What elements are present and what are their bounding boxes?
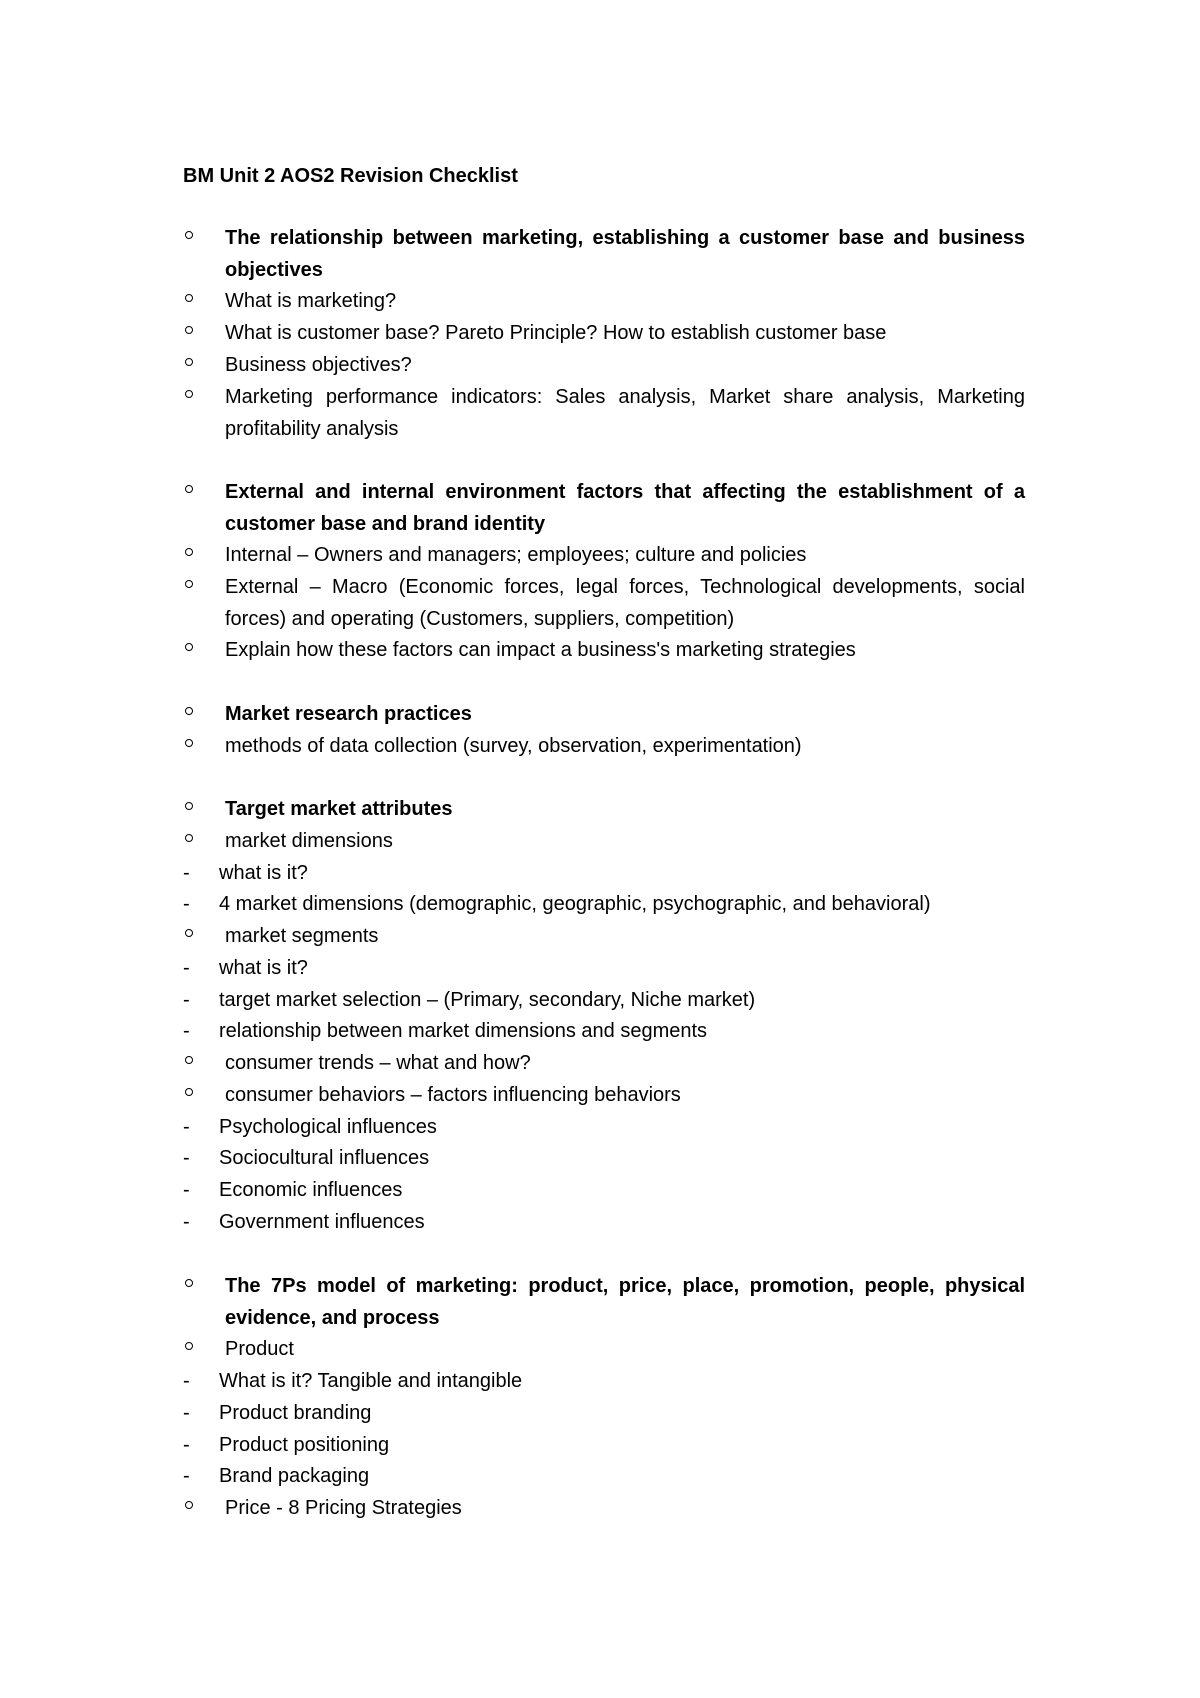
bullet-circle-icon [185,358,193,366]
dash-marker: - [183,893,190,915]
checklist-item [183,1048,1025,1080]
checklist-subitem [183,1430,1025,1462]
checklist-subitem-text: Product branding [219,1402,372,1424]
bullet-circle-icon [185,1056,193,1064]
checklist-item [183,540,1025,572]
checklist-heading-text: Target market attributes [225,798,453,820]
checklist-heading-text: External and internal environment factors that affecting the establishment of a customer base and brand identity [225,481,1025,535]
bullet-circle-icon [185,834,193,842]
checklist-subitem [183,1398,1025,1430]
document-title: BM Unit 2 AOS2 Revision Checklist [183,165,518,187]
checklist-item-text: methods of data collection (survey, observation, experimentation) [225,735,802,757]
bullet-circle-icon [185,643,193,651]
bullet-circle-icon [185,739,193,747]
checklist-subitem-text: 4 market dimensions (demographic, geographic, psychographic, and behavioral) [219,893,931,915]
checklist-subitem [183,1016,1025,1048]
checklist-subitem-text: what is it? [219,862,308,884]
checklist-subitem [183,985,1025,1017]
checklist-subitem [183,858,1025,890]
checklist-heading [183,477,1025,540]
checklist-subitem [183,1207,1025,1239]
dash-marker: - [183,1179,190,1201]
checklist-subitem [183,1175,1025,1207]
checklist-item [183,572,1025,635]
checklist-item [183,318,1025,350]
bullet-circle-icon [185,929,193,937]
checklist-heading-text: The relationship between marketing, establishing a customer base and business objectives [225,227,1025,281]
checklist-item [183,635,1025,667]
checklist-subitem [183,1112,1025,1144]
dash-marker: - [183,1402,190,1424]
checklist-item [183,382,1025,445]
bullet-circle-icon [185,294,193,302]
checklist-heading-text: The 7Ps model of marketing: product, price, place, promotion, people, physical evidence, and process [225,1275,1025,1329]
dash-marker: - [183,1370,190,1392]
checklist-subitem-text: What is it? Tangible and intangible [219,1370,523,1392]
bullet-circle-icon [185,707,193,715]
checklist-subitem-text: Economic influences [219,1179,403,1201]
checklist-item-text: Product [225,1338,294,1360]
checklist-item-text: External – Macro (Economic forces, legal forces, Technological developments, social forces) and operating (Customers, suppliers, competition) [225,576,1025,630]
checklist-subitem [183,1143,1025,1175]
checklist-subitem-text: Government influences [219,1211,425,1233]
dash-marker: - [183,1434,190,1456]
bullet-circle-icon [185,1501,193,1509]
dash-marker: - [183,1116,190,1138]
checklist-item [183,921,1025,953]
checklist-item-text: consumer behaviors – factors influencing behaviors [225,1084,681,1106]
bullet-circle-icon [185,231,193,239]
checklist-item-text: Business objectives? [225,354,412,376]
checklist-item-text: Marketing performance indicators: Sales analysis, Market share analysis, Marketing profitability analysis [225,386,1025,440]
dash-marker: - [183,1020,190,1042]
bullet-circle-icon [185,580,193,588]
checklist-heading [183,1271,1025,1334]
checklist-subitem [183,953,1025,985]
checklist-item-text: market dimensions [225,830,393,852]
checklist-item-text: What is customer base? Pareto Principle? How to establish customer base [225,322,887,344]
checklist-item [183,731,1025,763]
checklist-item [183,1493,1025,1525]
checklist-heading-text: Market research practices [225,703,472,725]
dash-marker: - [183,957,190,979]
bullet-circle-icon [185,1088,193,1096]
bullet-circle-icon [185,548,193,556]
checklist-subitem-text: Psychological influences [219,1116,437,1138]
dash-marker: - [183,1465,190,1487]
checklist-heading [183,223,1025,286]
checklist-subitem [183,889,1025,921]
checklist-heading [183,794,1025,826]
dash-marker: - [183,1211,190,1233]
checklist-item [183,350,1025,382]
checklist-item-text: Internal – Owners and managers; employees; culture and policies [225,544,807,566]
checklist-item [183,826,1025,858]
bullet-circle-icon [185,802,193,810]
dash-marker: - [183,862,190,884]
checklist-item-text: consumer trends – what and how? [225,1052,531,1074]
checklist-subitem-text: Product positioning [219,1434,390,1456]
checklist-item [183,1334,1025,1366]
checklist-subitem-text: Sociocultural influences [219,1147,430,1169]
bullet-circle-icon [185,1342,193,1350]
checklist-subitem-text: what is it? [219,957,308,979]
bullet-circle-icon [185,390,193,398]
checklist-item-text: market segments [225,925,379,947]
bullet-circle-icon [185,485,193,493]
checklist-subitem-text: target market selection – (Primary, secondary, Niche market) [219,989,756,1011]
checklist-subitem-text: Brand packaging [219,1465,370,1487]
bullet-circle-icon [185,1279,193,1287]
checklist-item-text: Explain how these factors can impact a business's marketing strategies [225,639,856,661]
checklist-item-text: What is marketing? [225,290,397,312]
checklist-item-text: Price - 8 Pricing Strategies [225,1497,462,1519]
dash-marker: - [183,1147,190,1169]
checklist-subitem-text: relationship between market dimensions and segments [219,1020,708,1042]
checklist-item [183,286,1025,318]
dash-marker: - [183,989,190,1011]
checklist-item [183,1080,1025,1112]
checklist-subitem [183,1461,1025,1493]
bullet-circle-icon [185,326,193,334]
checklist-subitem [183,1366,1025,1398]
checklist-heading [183,699,1025,731]
